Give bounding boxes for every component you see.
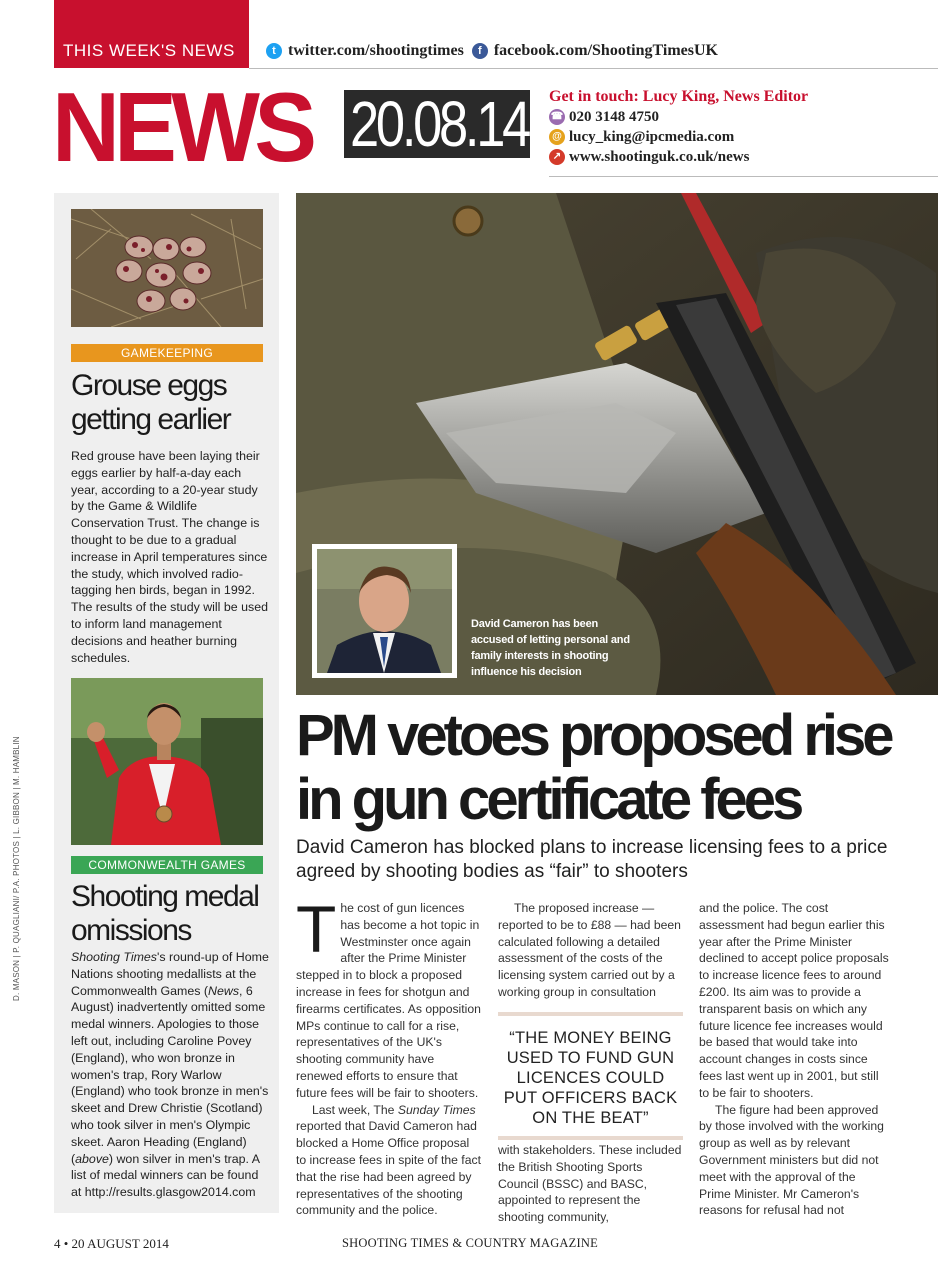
- photo-credit: D. MASON | P. QUAGLIANI/ P.A. PHOTOS | L. GIBBON | M. HAMBLIN: [12, 736, 21, 1001]
- article-column-1: [296, 892, 482, 1219]
- pull-quote: [498, 1012, 683, 1140]
- phone-icon: ☎: [549, 109, 565, 125]
- col3-para1: and the police. The cost assessment had begun earlier this year after the Prime Minister declined to accept police proposals to increase licence fees to around £200. Its aim was to provide a transparent basis on which any future licence fee increases would be based that would take into account changes in costs since fees last went up in 2001, but still to be fair to shooters.: [699, 901, 889, 1100]
- web-icon: ↗: [549, 149, 565, 165]
- pull-quote-text: “THE MONEY BEING USED TO FUND GUN LICENCES COULD PUT OFFICERS BACK ON THE BEAT”: [503, 1029, 678, 1127]
- news-masthead: NEWS: [52, 72, 312, 182]
- article-column-3: [699, 900, 889, 1219]
- col1-para2-italic: Sunday Times: [397, 1102, 476, 1117]
- story2-italic-1: Shooting Times: [71, 950, 157, 964]
- story2-text-1: 's round-up of Home Nations shooting medallists at the Commonwealth Games (: [71, 950, 269, 998]
- kicker-commonwealth-games: COMMONWEALTH GAMES: [71, 856, 263, 874]
- story1-body: Red grouse have been laying their eggs earlier by half-a-day each year, according to a 20-year study by the Game & Wildlife Conservation Trust. The change is thought to be due to a gradual increase in April temperatures since the study, which involved radio-tagging hen birds, began in 1992. The results of the study will be used to inform land management decisions and heather burning schedules.: [71, 449, 268, 665]
- facebook-icon: f: [472, 43, 488, 59]
- contact-phone: 020 3148 4750: [569, 109, 659, 125]
- col1-para2: [296, 1102, 482, 1220]
- story1-headline: [71, 369, 271, 437]
- twitter-link[interactable]: twitter.com/shootingtimes: [288, 42, 464, 59]
- sidebar: [54, 193, 279, 1213]
- pull-quote-rule-bottom: [498, 1136, 683, 1140]
- facebook-link[interactable]: facebook.com/ShootingTimesUK: [493, 42, 718, 59]
- footer-page-number: 4 • 20 AUGUST 2014: [54, 1236, 169, 1251]
- shooter-photo: [71, 678, 263, 845]
- story2-italic-3: above: [75, 1151, 109, 1166]
- story2-text-2: , 6 August) inadvertently omitted some medal winners. Apologies to those left out, including Caroline Povey (England), who won bronze in women's trap, Rory Warlow (England) who took bronze in men's skeet and Drew Christie (Scotland) who took silver in men's Olympic skeet. Aaron Heading (England) (: [71, 983, 269, 1166]
- article-column-2b: [498, 1142, 684, 1226]
- story2-italic-2: News: [208, 983, 240, 998]
- photo-caption: David Cameron has been accused of letting personal and family interests in shooting influence his decision: [471, 618, 630, 678]
- header-rule-bottom: [549, 176, 938, 177]
- col3-para2: The figure had been approved by those involved with the working group as well as by relevant Government ministers but did not meet with the approval of the Prime Minister. Mr Cameron's reasons for refusal had not: [699, 1102, 884, 1218]
- email-icon: @: [549, 129, 565, 145]
- contact-email[interactable]: lucy_king@ipcmedia.com: [569, 129, 735, 145]
- issue-date: 20.08.14: [350, 90, 529, 158]
- col1-para2-a: Last week, The: [312, 1102, 398, 1117]
- story2-body: [71, 949, 271, 1201]
- col2-para2: with stakeholders. These included the British Shooting Sports Council (BSSC) and BASC, appointed to represent the shooting community,: [498, 1143, 682, 1225]
- story1-headline-line1: Grouse eggs: [71, 369, 227, 402]
- social-links: [266, 42, 718, 60]
- header-rule-top: [249, 68, 938, 69]
- main-headline-line2: in gun certificate fees: [296, 767, 801, 832]
- story2-headline-line1: Shooting medal: [71, 880, 259, 913]
- issue-date-box: [344, 90, 530, 158]
- story1-headline-line2: getting earlier: [71, 403, 231, 436]
- article-column-2: [498, 900, 684, 1001]
- section-tab-label: THIS WEEK'S NEWS: [63, 41, 235, 60]
- contact-heading: Get in touch: Lucy King, News Editor: [549, 88, 809, 105]
- grouse-eggs-photo: [71, 209, 263, 327]
- col1-para1: [296, 892, 482, 1102]
- cameron-inset-photo: [312, 544, 457, 678]
- col1-para2-b: reported that David Cameron had blocked a Home Office proposal to increase fees in spite of the fact that the rise had been agreed by representatives of the shooting community and the police.: [296, 1119, 481, 1218]
- standfirst: David Cameron has blocked plans to increase licensing fees to a price agreed by shooting bodies as “fair” to shooters: [296, 837, 888, 882]
- dropcap: T: [296, 892, 337, 966]
- twitter-icon: t: [266, 43, 282, 59]
- contact-web[interactable]: www.shootinguk.co.uk/news: [569, 149, 750, 165]
- contact-block: [549, 87, 808, 167]
- col2-para1: The proposed increase — reported to be to £88 — had been calculated following a detailed assessment of the costs of the licensing system carried out by a working group in consultation: [498, 901, 681, 999]
- col1-para1-text: he cost of gun licences has become a hot topic in Westminster once again after the Prime Minister stepped in to block a proposed increase in fees for shotgun and firearms certificates. As opposition MPs continue to call for a rise, representatives of the UK's shooting community have renewed efforts to ensure that future fees will be fair to shooters.: [296, 901, 481, 1100]
- story2-headline: [71, 880, 271, 948]
- footer-magazine-name: SHOOTING TIMES & COUNTRY MAGAZINE: [342, 1236, 598, 1250]
- story2-headline-line2: omissions: [71, 914, 191, 947]
- kicker-gamekeeping: GAMEKEEPING: [71, 344, 263, 362]
- story2-text-3: ) won silver in men's trap. A list of medal winners can be found at http://results.glasgow2014.com: [71, 1151, 260, 1200]
- main-headline-line1: PM vetoes proposed rise: [296, 703, 891, 768]
- main-headline: [296, 704, 936, 832]
- section-tab: [54, 0, 249, 68]
